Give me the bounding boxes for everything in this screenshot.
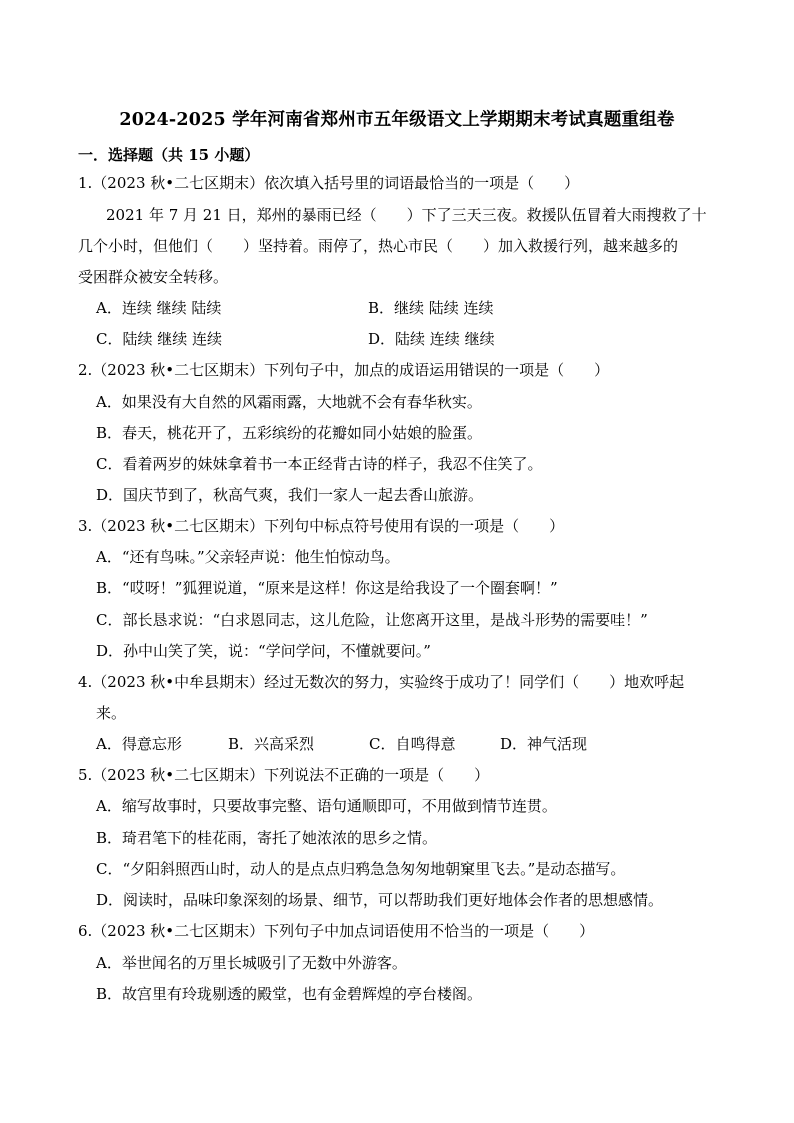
question-2-option-c: C．看着两岁的妹妹拿着书一本正经背古诗的样子，我忍不住笑了。 (96, 455, 543, 473)
question-1-option-b: B．继续 陆续 连续 (368, 299, 494, 317)
question-1-passage-line: 受困群众被安全转移。 (78, 268, 229, 286)
question-2-stem: 2.（2023 秋•二七区期末）下列句子中，加点的成语运用错误的一项是（ ） (78, 361, 610, 379)
question-2-option-a: A．如果没有大自然的风霜雨露，大地就不会有春华秋实。 (96, 393, 482, 411)
question-6-option-a: A．举世闻名的万里长城吸引了无数中外游客。 (96, 954, 407, 972)
question-4-option-d: D．神气活现 (500, 735, 588, 753)
section-heading: 一．选择题（共 15 小题） (78, 146, 260, 164)
question-5-stem: 5.（2023 秋•二七区期末）下列说法不正确的一项是（ ） (78, 766, 490, 784)
question-1-stem: 1.（2023 秋•二七区期末）依次填入括号里的词语最恰当的一项是（ ） (78, 174, 580, 192)
question-6-option-b: B．故宫里有玲珑剔透的殿堂，也有金碧辉煌的亭台楼阁。 (96, 985, 483, 1003)
question-2-option-d: D．国庆节到了，秋高气爽，我们一家人一起去香山旅游。 (96, 486, 484, 504)
question-4-option-b: B．兴高采烈 (228, 735, 315, 753)
question-3-option-d: D．孙中山笑了笑，说：“学问学问，不懂就要问。” (96, 642, 431, 660)
question-3-option-c: C．部长恳求说：“白求恩同志，这儿危险，让您离开这里，是战斗形势的需要哇！” (96, 611, 648, 629)
question-1-passage-line: 2021 年 7 月 21 日，郑州的暴雨已经（ ）下了三天三夜。救援队伍冒着大雨搜救了十 (106, 206, 707, 224)
question-4-option-a: A．得意忘形 (96, 735, 182, 753)
question-1-option-a: A．连续 继续 陆续 (96, 299, 222, 317)
question-3-stem: 3.（2023 秋•二七区期末）下列句中标点符号使用有误的一项是（ ） (78, 517, 565, 535)
page-title: 2024-2025 学年河南省郑州市五年级语文上学期期末考试真题重组卷 (119, 110, 675, 130)
question-4-stem-continued: 来。 (96, 704, 127, 722)
question-1-option-d: D．陆续 连续 继续 (368, 330, 495, 348)
question-5-option-d: D．阅读时，品味印象深刻的场景、细节，可以帮助我们更好地体会作者的思想感情。 (96, 891, 664, 909)
question-1-passage-line: 几个小时，但他们（ ）坚持着。雨停了，热心市民（ ）加入救援行列，越来越多的 (78, 237, 679, 255)
question-6-stem: 6.（2023 秋•二七区期末）下列句子中加点词语使用不恰当的一项是（ ） (78, 922, 595, 940)
question-5-option-b: B．琦君笔下的桂花雨，寄托了她浓浓的思乡之情。 (96, 829, 438, 847)
question-5-option-c: C．“夕阳斜照西山时，动人的是点点归鸦急急匆匆地朝窠里飞去。”是动态描写。 (96, 860, 626, 878)
question-4-option-c: C．自鸣得意 (369, 735, 456, 753)
question-3-option-a: A．“还有鸟味。”父亲轻声说：他生怕惊动鸟。 (96, 548, 400, 566)
question-5-option-a: A．缩写故事时，只要故事完整、语句通顺即可，不用做到情节连贯。 (96, 797, 557, 815)
question-4-stem: 4.（2023 秋•中牟县期末）经过无数次的努力，实验终于成功了！同学们（ ）地欢呼起 (78, 673, 685, 691)
question-1-option-c: C．陆续 继续 连续 (96, 330, 223, 348)
question-2-option-b: B．春天，桃花开了，五彩缤纷的花瓣如同小姑娘的脸蛋。 (96, 424, 483, 442)
question-4-options (96, 734, 587, 754)
question-3-option-b: B．“哎呀！”狐狸说道，“原来是这样！你这是给我设了一个圈套啊！” (96, 579, 558, 597)
